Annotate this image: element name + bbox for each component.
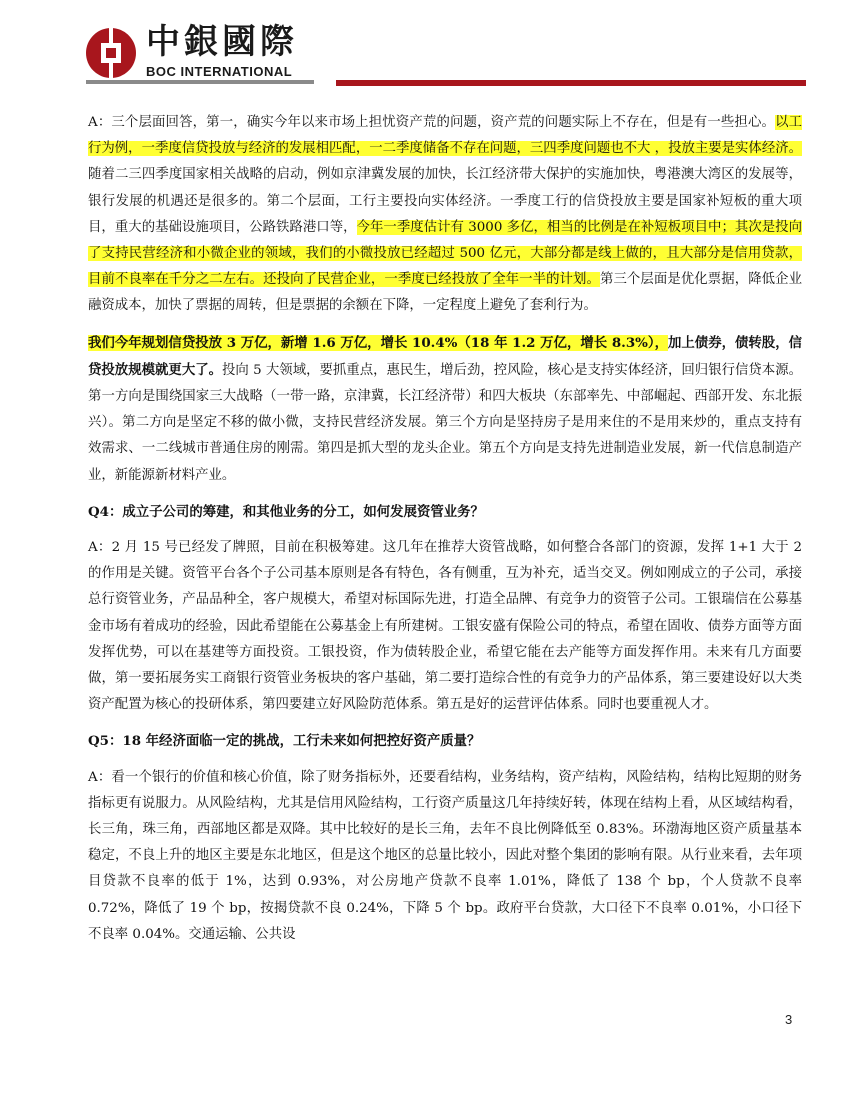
logo-chinese-name: 中銀國際 (146, 22, 298, 62)
credit-plan-paragraph (88, 330, 802, 489)
header-rule-red (336, 80, 806, 86)
answer-q4: A：2 月 15 号已经发了牌照，目前在积极筹建。这几年在推荐大资管战略，如何整合各部门的资源，发挥 1+1 大于 2 的作用是关键。资管平台各个子公司基本原则是各有特色，各有侧重，互为补充，适当交叉。例如刚成立的子公司，承接总行资管业务，产品品种全，客户规模大，希望对标国际先进，打造全品牌、有竞争力的资管子公司。工银瑞信在公募基金市场有着成功的经验，因此希望能在公募基金上有所建树。工银安盛有保险公司的特点，希望在固收、债券方面等方面发挥优势，可以在基建等方面投资。工银投资，作为债转股企业，希望它能在去产能等方面发挥作用。未来有几方面要做，第一要拓展务实工商银行资管业务板块的客户基础，第二要打造综合性的有竞争力的产品体系，第三要建设好以大类资产配置为核心的投研体系，第四要建立好风险防范体系。第五是好的运营评估体系。同时也要重视人才。 (88, 540, 802, 713)
question-q5: Q5：18 年经济面临一定的挑战，工行未来如何把控好资产质量？ (88, 733, 481, 750)
document-body (88, 110, 802, 958)
answer-q3-text-2: 随着二三四季度国家相关战略的启动，例如京津冀发展的加快，长江经济带大保护的实施加快，粤港澳大湾区的发展等，银行发展的机遇还是很多的。第二个层面，工行主要投向实体经济。一季度工行的信贷投放主要是国家补短板的重大项目，重大的基础设施项目，公路铁路港口等， (88, 167, 802, 235)
header-rule-grey (86, 80, 314, 84)
answer-q5: A：看一个银行的价值和核心价值，除了财务指标外，还要看结构，业务结构，资产结构，风险结构，结构比短期的财务指标更有说服力。从风险结构，尤其是信用风险结构，工行资产质量这几年持续好转，体现在结构上看，从区域结构看，长三角，珠三角，西部地区都是双降。其中比较好的是长三角，去年不良比例降低至 0.83%。环渤海地区资产质量基本稳定，不良上升的地区主要是东北地区，但是这个地区的总量比较小，因此对整个集团的影响有限。从行业来看，去年项目贷款不良率的低于 1%，达到 0.93%，对公房地产贷款不良率 1.01%，降低了 138 个 bp，个人贷款不良率 0.72%，降低了 19 个 bp，按揭贷款不良 0.24%，下降 5 个 bp。政府平台贷款，大口径下不良率 0.01%，小口径下不良率 0.04%。交通运输、公共设 (88, 769, 802, 942)
page-header (86, 22, 806, 92)
boc-logo-icon (86, 28, 136, 78)
answer-q3-highlight-2: 今年一季度估计有 3000 多亿，相当的比例是在补短板项目中；其次是投向了支持民营经济和小微企业的领域，我们的小微投放已经超过 500 亿元，大部分都是线上做的，且大部分是信用贷款，目前不良率在千分之二左右。还投向了民营企业，一季度已经投放了全年一半的计划。 (88, 219, 802, 288)
answer-q3-text-1: A：三个层面回答，第一，确实今年以来市场上担忧资产荒的问题，资产荒的问题实际上不存在，但是有一些担心。 (88, 115, 776, 130)
credit-plan-bold: 加上债券，债转股，信贷投放规模就更大了。 (88, 334, 803, 378)
answer-q3-paragraph (88, 110, 802, 320)
question-q4: Q4：成立子公司的筹建，和其他业务的分工，如何发展资管业务？ (88, 503, 484, 520)
credit-plan-highlight: 我们今年规划信贷投放 3 万亿，新增 1.6 万亿，增长 10.4%（18 年 1.2 万亿，增长 8.3%）， (88, 334, 668, 351)
logo-english-name: BOC INTERNATIONAL (146, 64, 293, 79)
page-number: 3 (785, 1012, 793, 1027)
credit-plan-text: 投向 5 大领域，要抓重点，惠民生，增后劲，控风险，核心是支持实体经济，回归银行信贷本源。第一方向是围绕国家三大战略（一带一路，京津冀，长江经济带）和四大板块（东部率先、中部崛起、西部开发、东北振兴）。第二方向是坚定不移的做小微，支持民营经济发展。第三个方向是坚持房子是用来住的不是用来炒的，重点支持有效需求、一二线城市普通住房的刚需。第四是抓大型的龙头企业。第五个方向是支持先进制造业发展，新一代信息制造产业，新能源新材料产业。 (88, 362, 802, 483)
answer-q3-highlight-1: 以工行为例，一季度信贷投放与经济的发展相匹配，一二季度储备不存在问题，三四季度问题也不大 ，投放主要是实体经济。 (88, 115, 802, 157)
answer-q3-text-3: 第三个层面是优化票据，降低企业融资成本，加快了票据的周转，但是票据的余额在下降，一定程度上避免了套利行为。 (88, 272, 802, 314)
